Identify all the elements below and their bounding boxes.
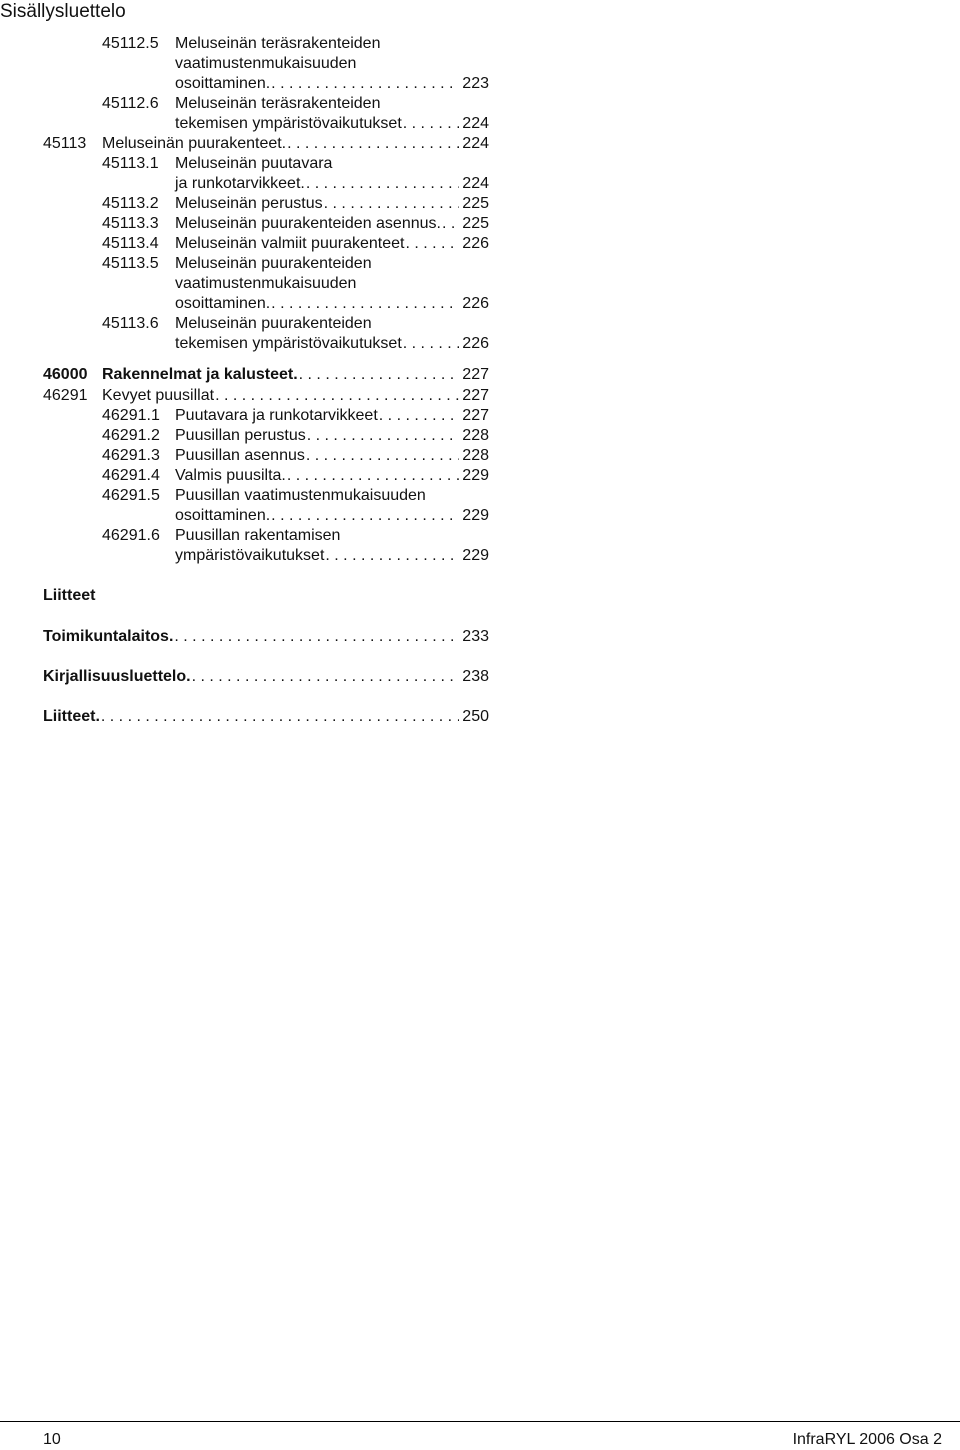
toc-entry-45112-6[interactable]	[43, 94, 489, 114]
toc-entry-continuation	[43, 74, 489, 94]
toc-entry-continuation	[43, 506, 489, 526]
toc-entry-title: Meluseinän teräsrakenteiden	[175, 95, 381, 112]
toc-entry-continuation	[43, 546, 489, 566]
leader-dots	[378, 406, 460, 426]
toc-entry-title: tekemisen ympäristövaikutukset	[175, 335, 402, 352]
footer-divider	[0, 1421, 960, 1422]
leader-dots	[173, 627, 459, 647]
toc-entry-toimikuntalaitos[interactable]	[43, 627, 489, 647]
toc-entry-number: 45113.6	[102, 315, 159, 332]
toc-entry-title: Puusillan rakentamisen	[175, 527, 341, 544]
leader-dots	[305, 446, 459, 466]
toc-entry-number: 46291	[43, 387, 88, 404]
toc-entry-number: 46291.5	[102, 487, 160, 504]
toc-entry-title: Puutavara ja runkotarvikkeet	[175, 407, 378, 424]
toc-page-number: 228	[462, 427, 489, 444]
toc-entry-45113-2[interactable]	[43, 194, 489, 214]
toc-entry-number: 46291.3	[102, 447, 160, 464]
footer-page-number: 10	[43, 1431, 61, 1448]
toc-entry-liitteet[interactable]	[43, 707, 489, 727]
toc-entry-number: 46291.2	[102, 427, 160, 444]
toc-entry-title: osoittaminen.	[175, 507, 271, 524]
toc-page-number: 229	[462, 467, 489, 484]
toc-page-number: 226	[462, 235, 489, 252]
toc-entry-45113[interactable]	[43, 134, 489, 154]
toc-entry-continuation	[43, 54, 489, 74]
toc-entry-title: ympäristövaikutukset	[175, 547, 325, 564]
toc-entry-46291[interactable]	[43, 386, 489, 406]
toc-entry-45112-5[interactable]	[43, 34, 489, 54]
toc-entry-number: 45113.3	[102, 215, 159, 232]
leader-dots	[324, 546, 459, 566]
toc-entry-title: Meluseinän puurakenteet.	[102, 135, 287, 152]
toc-entry-title: osoittaminen.	[175, 75, 271, 92]
toc-entry-46291-1[interactable]	[43, 406, 489, 426]
toc-entry-title: Puusillan asennus	[175, 447, 305, 464]
leader-dots	[402, 114, 460, 134]
leader-dots	[270, 294, 459, 314]
toc-entry-continuation	[43, 114, 489, 134]
toc-entry-46000[interactable]	[43, 365, 489, 385]
toc-page-number: 226	[462, 295, 489, 312]
toc-entry-title: Liitteet.	[43, 708, 100, 725]
toc-entry-kirjallisuusluettelo[interactable]	[43, 667, 489, 687]
toc-entry-number: 45112.6	[102, 95, 159, 112]
toc-entry-45113-4[interactable]	[43, 234, 489, 254]
toc-page-number: 250	[462, 708, 489, 725]
leader-dots	[441, 214, 459, 234]
toc-entry-title: Valmis puusilta.	[175, 467, 286, 484]
appendix-heading: Liitteet	[43, 587, 96, 604]
toc-page-number: 227	[462, 366, 489, 383]
toc-entry-number: 45113.4	[102, 235, 159, 252]
leader-dots	[402, 334, 460, 354]
toc-entry-46291-4[interactable]	[43, 466, 489, 486]
toc-entry-title: Rakennelmat ja kalusteet.	[102, 366, 298, 383]
toc-page-number: 224	[462, 135, 489, 152]
toc-entry-number: 46000	[43, 366, 88, 383]
toc-entry-45113-6[interactable]	[43, 314, 489, 334]
toc-entry-46291-5[interactable]	[43, 486, 489, 506]
leader-dots	[286, 466, 459, 486]
toc-entry-46291-6[interactable]	[43, 526, 489, 546]
toc-page-number: 233	[462, 628, 489, 645]
toc-page-number: 227	[462, 407, 489, 424]
toc-entry-number: 45113.2	[102, 195, 159, 212]
toc-entry-title: Kevyet puusillat	[102, 387, 215, 404]
toc-page-number: 229	[462, 547, 489, 564]
leader-dots	[214, 386, 459, 406]
toc-page-number: 229	[462, 507, 489, 524]
leader-dots	[323, 194, 460, 214]
toc-entry-45113-3[interactable]	[43, 214, 489, 234]
leader-dots	[100, 707, 459, 727]
toc-entry-title: Meluseinän puurakenteiden asennus.	[175, 215, 441, 232]
toc-entry-title: tekemisen ympäristövaikutukset	[175, 115, 402, 132]
toc-entry-number: 45113	[43, 135, 87, 152]
toc-entry-title: Puusillan perustus	[175, 427, 306, 444]
toc-entry-46291-3[interactable]	[43, 446, 489, 466]
toc-entry-title: Meluseinän puurakenteiden	[175, 315, 372, 332]
toc-entry-number: 46291.4	[102, 467, 160, 484]
toc-entry-45113-1[interactable]	[43, 154, 489, 174]
toc-page-number: 223	[462, 75, 489, 92]
toc-page-number: 224	[462, 115, 489, 132]
toc-entry-title: vaatimustenmukaisuuden	[175, 55, 357, 72]
toc-entry-number: 45112.5	[102, 35, 159, 52]
toc-entry-title: osoittaminen.	[175, 295, 271, 312]
toc-entry-number: 45113.5	[102, 255, 159, 272]
toc-entry-title: Puusillan vaatimustenmukaisuuden	[175, 487, 426, 504]
toc-entry-title: ja runkotarvikkeet.	[175, 175, 305, 192]
leader-dots	[404, 234, 459, 254]
toc-page-number: 225	[462, 215, 489, 232]
toc-entry-title: Kirjallisuusluettelo.	[43, 668, 191, 685]
toc-entry-continuation	[43, 174, 489, 194]
toc-entry-title: vaatimustenmukaisuuden	[175, 275, 357, 292]
toc-entry-title: Meluseinän perustus	[175, 195, 323, 212]
leader-dots	[270, 506, 459, 526]
toc-entry-title: Meluseinän valmiit puurakenteet	[175, 235, 405, 252]
toc-entry-continuation	[43, 294, 489, 314]
toc-page-number: 226	[462, 335, 489, 352]
toc-entry-number: 46291.6	[102, 527, 160, 544]
toc-entry-title: Meluseinän teräsrakenteiden	[175, 35, 381, 52]
leader-dots	[286, 134, 459, 154]
leader-dots	[306, 426, 460, 446]
toc-entry-number: 46291.1	[102, 407, 160, 424]
toc-entry-45113-5[interactable]	[43, 254, 489, 274]
leader-dots	[191, 667, 460, 687]
toc-page-number: 227	[462, 387, 489, 404]
toc-page-number: 238	[462, 668, 489, 685]
leader-dots	[305, 174, 459, 194]
footer-publication: InfraRYL 2006 Osa 2	[792, 1431, 942, 1448]
toc-entry-title: Toimikuntalaitos.	[43, 628, 174, 645]
toc-entry-title: Meluseinän puurakenteiden	[175, 255, 372, 272]
toc-entry-title: Meluseinän puutavara	[175, 155, 333, 172]
toc-entry-number: 45113.1	[102, 155, 159, 172]
page-title: Sisällysluettelo	[0, 1, 126, 22]
leader-dots	[270, 74, 459, 94]
toc-page-number: 225	[462, 195, 489, 212]
leader-dots	[298, 365, 460, 385]
toc-entry-46291-2[interactable]	[43, 426, 489, 446]
toc-page-number: 224	[462, 175, 489, 192]
toc-entry-continuation	[43, 334, 489, 354]
toc-entry-continuation	[43, 274, 489, 294]
toc-page-number: 228	[462, 447, 489, 464]
